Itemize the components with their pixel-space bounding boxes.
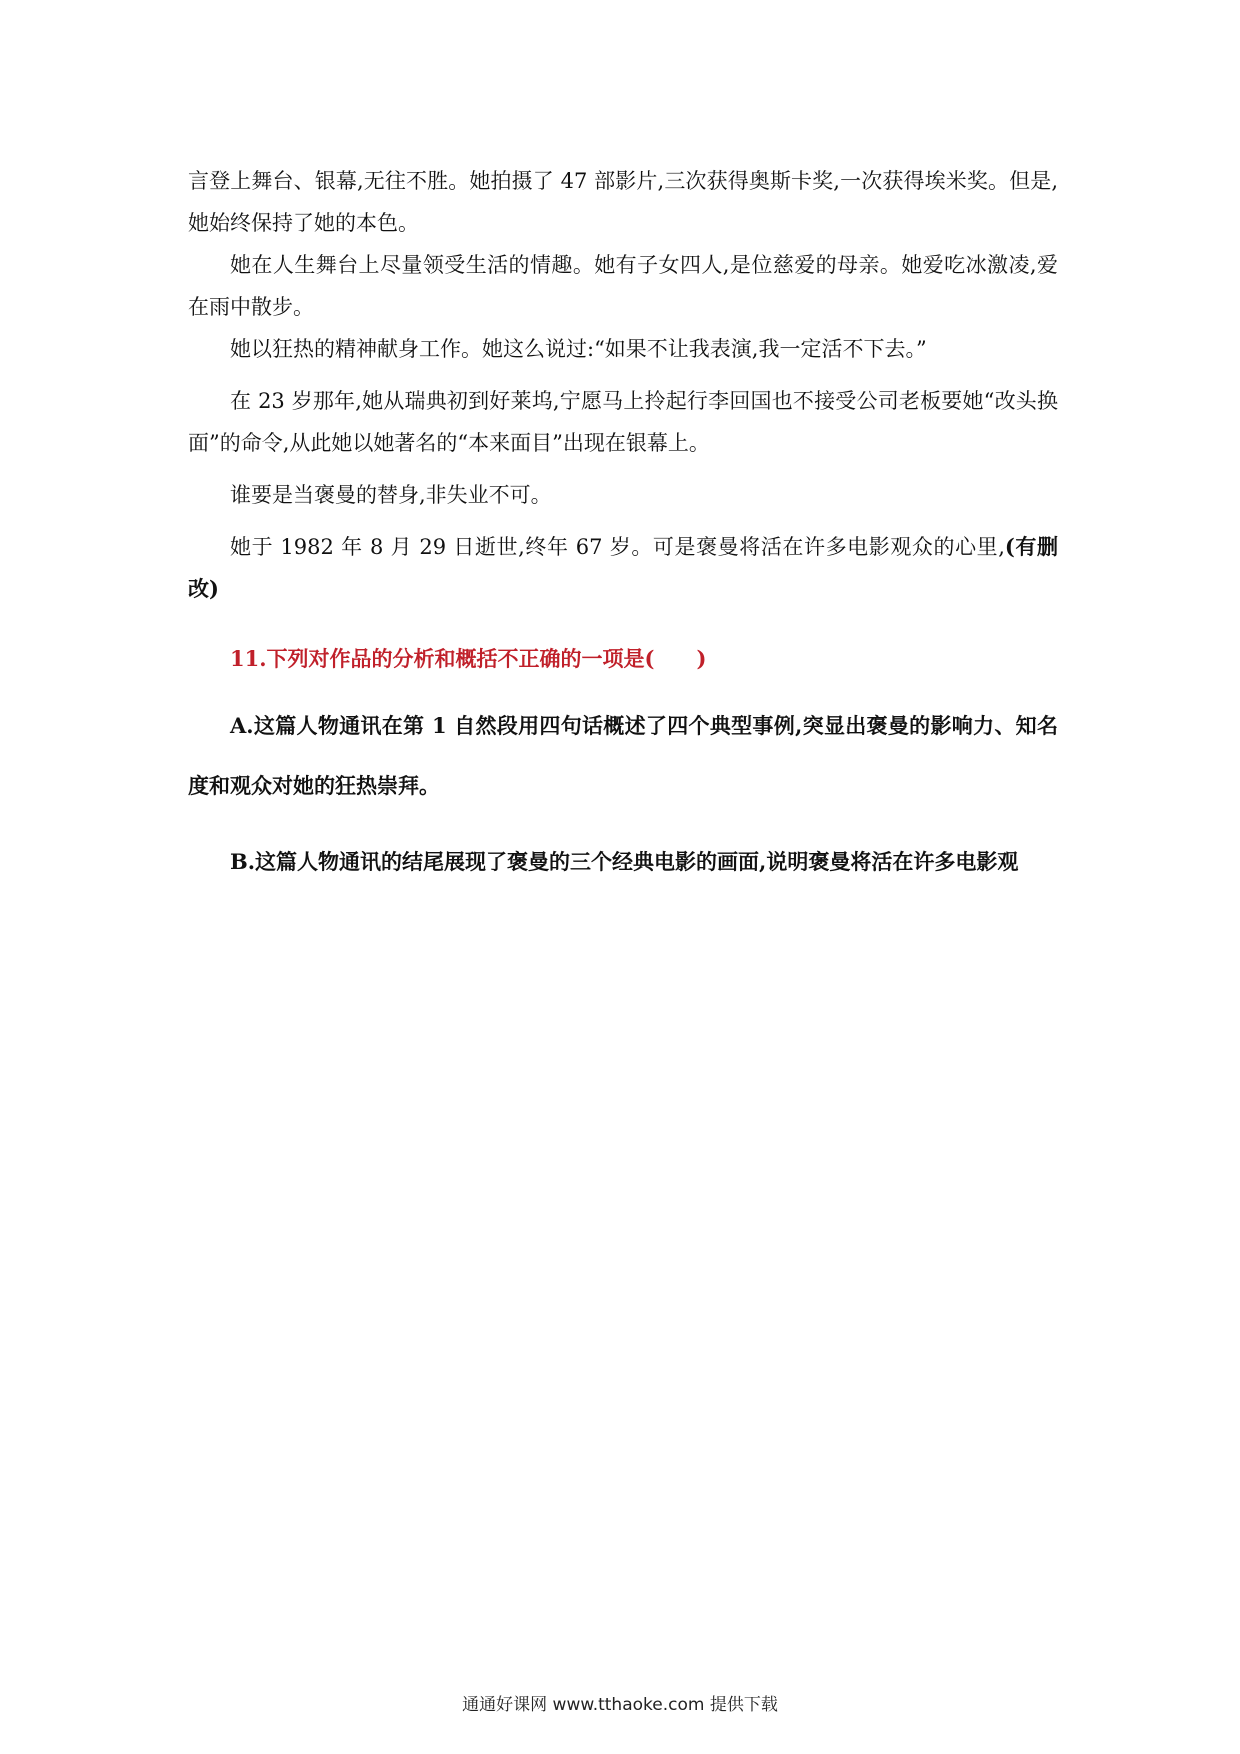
option-b: B.这篇人物通讯的结尾展现了褒曼的三个经典电影的画面,说明褒曼将活在许多电影观	[230, 849, 1019, 874]
document-body	[188, 160, 1058, 892]
article-paragraph-5: 谁要是当褒曼的替身,非失业不可。	[230, 483, 552, 507]
article-paragraph-2: 她在人生舞台上尽量领受生活的情趣。她有子女四人,是位慈爱的母亲。她爱吃冰激凌,爱在雨中散步。	[188, 253, 1058, 319]
option-a: A.这篇人物通讯在第 1 自然段用四句话概述了四个典型事例,突显出褒曼的影响力、知名度和观众对她的狂热崇拜。	[188, 713, 1058, 798]
revision-note: (有删改)	[188, 534, 1059, 601]
article-paragraph-3: 她以狂热的精神献身工作。她这么说过:“如果不让我表演,我一定活不下去。”	[230, 337, 927, 361]
article-paragraph-1: 言登上舞台、银幕,无往不胜。她拍摄了 47 部影片,三次获得奥斯卡奖,一次获得埃米奖。但是,她始终保持了她的本色。	[188, 169, 1058, 235]
article-paragraph-6-text: 她于 1982 年 8 月 29 日逝世,终年 67 岁。可是褒曼将活在许多电影观众的心里,	[230, 535, 1005, 559]
page-footer: 通通好课网 www.tthaoke.com 提供下载	[462, 1695, 778, 1715]
article-paragraph-4: 在 23 岁那年,她从瑞典初到好莱坞,宁愿马上拎起行李回国也不接受公司老板要她“改头换面”的命令,从此她以她著名的“本来面目”出现在银幕上。	[188, 389, 1058, 455]
question-stem: 11.下列对作品的分析和概括不正确的一项是( )	[230, 646, 707, 671]
article-paragraph-6	[188, 526, 1058, 610]
